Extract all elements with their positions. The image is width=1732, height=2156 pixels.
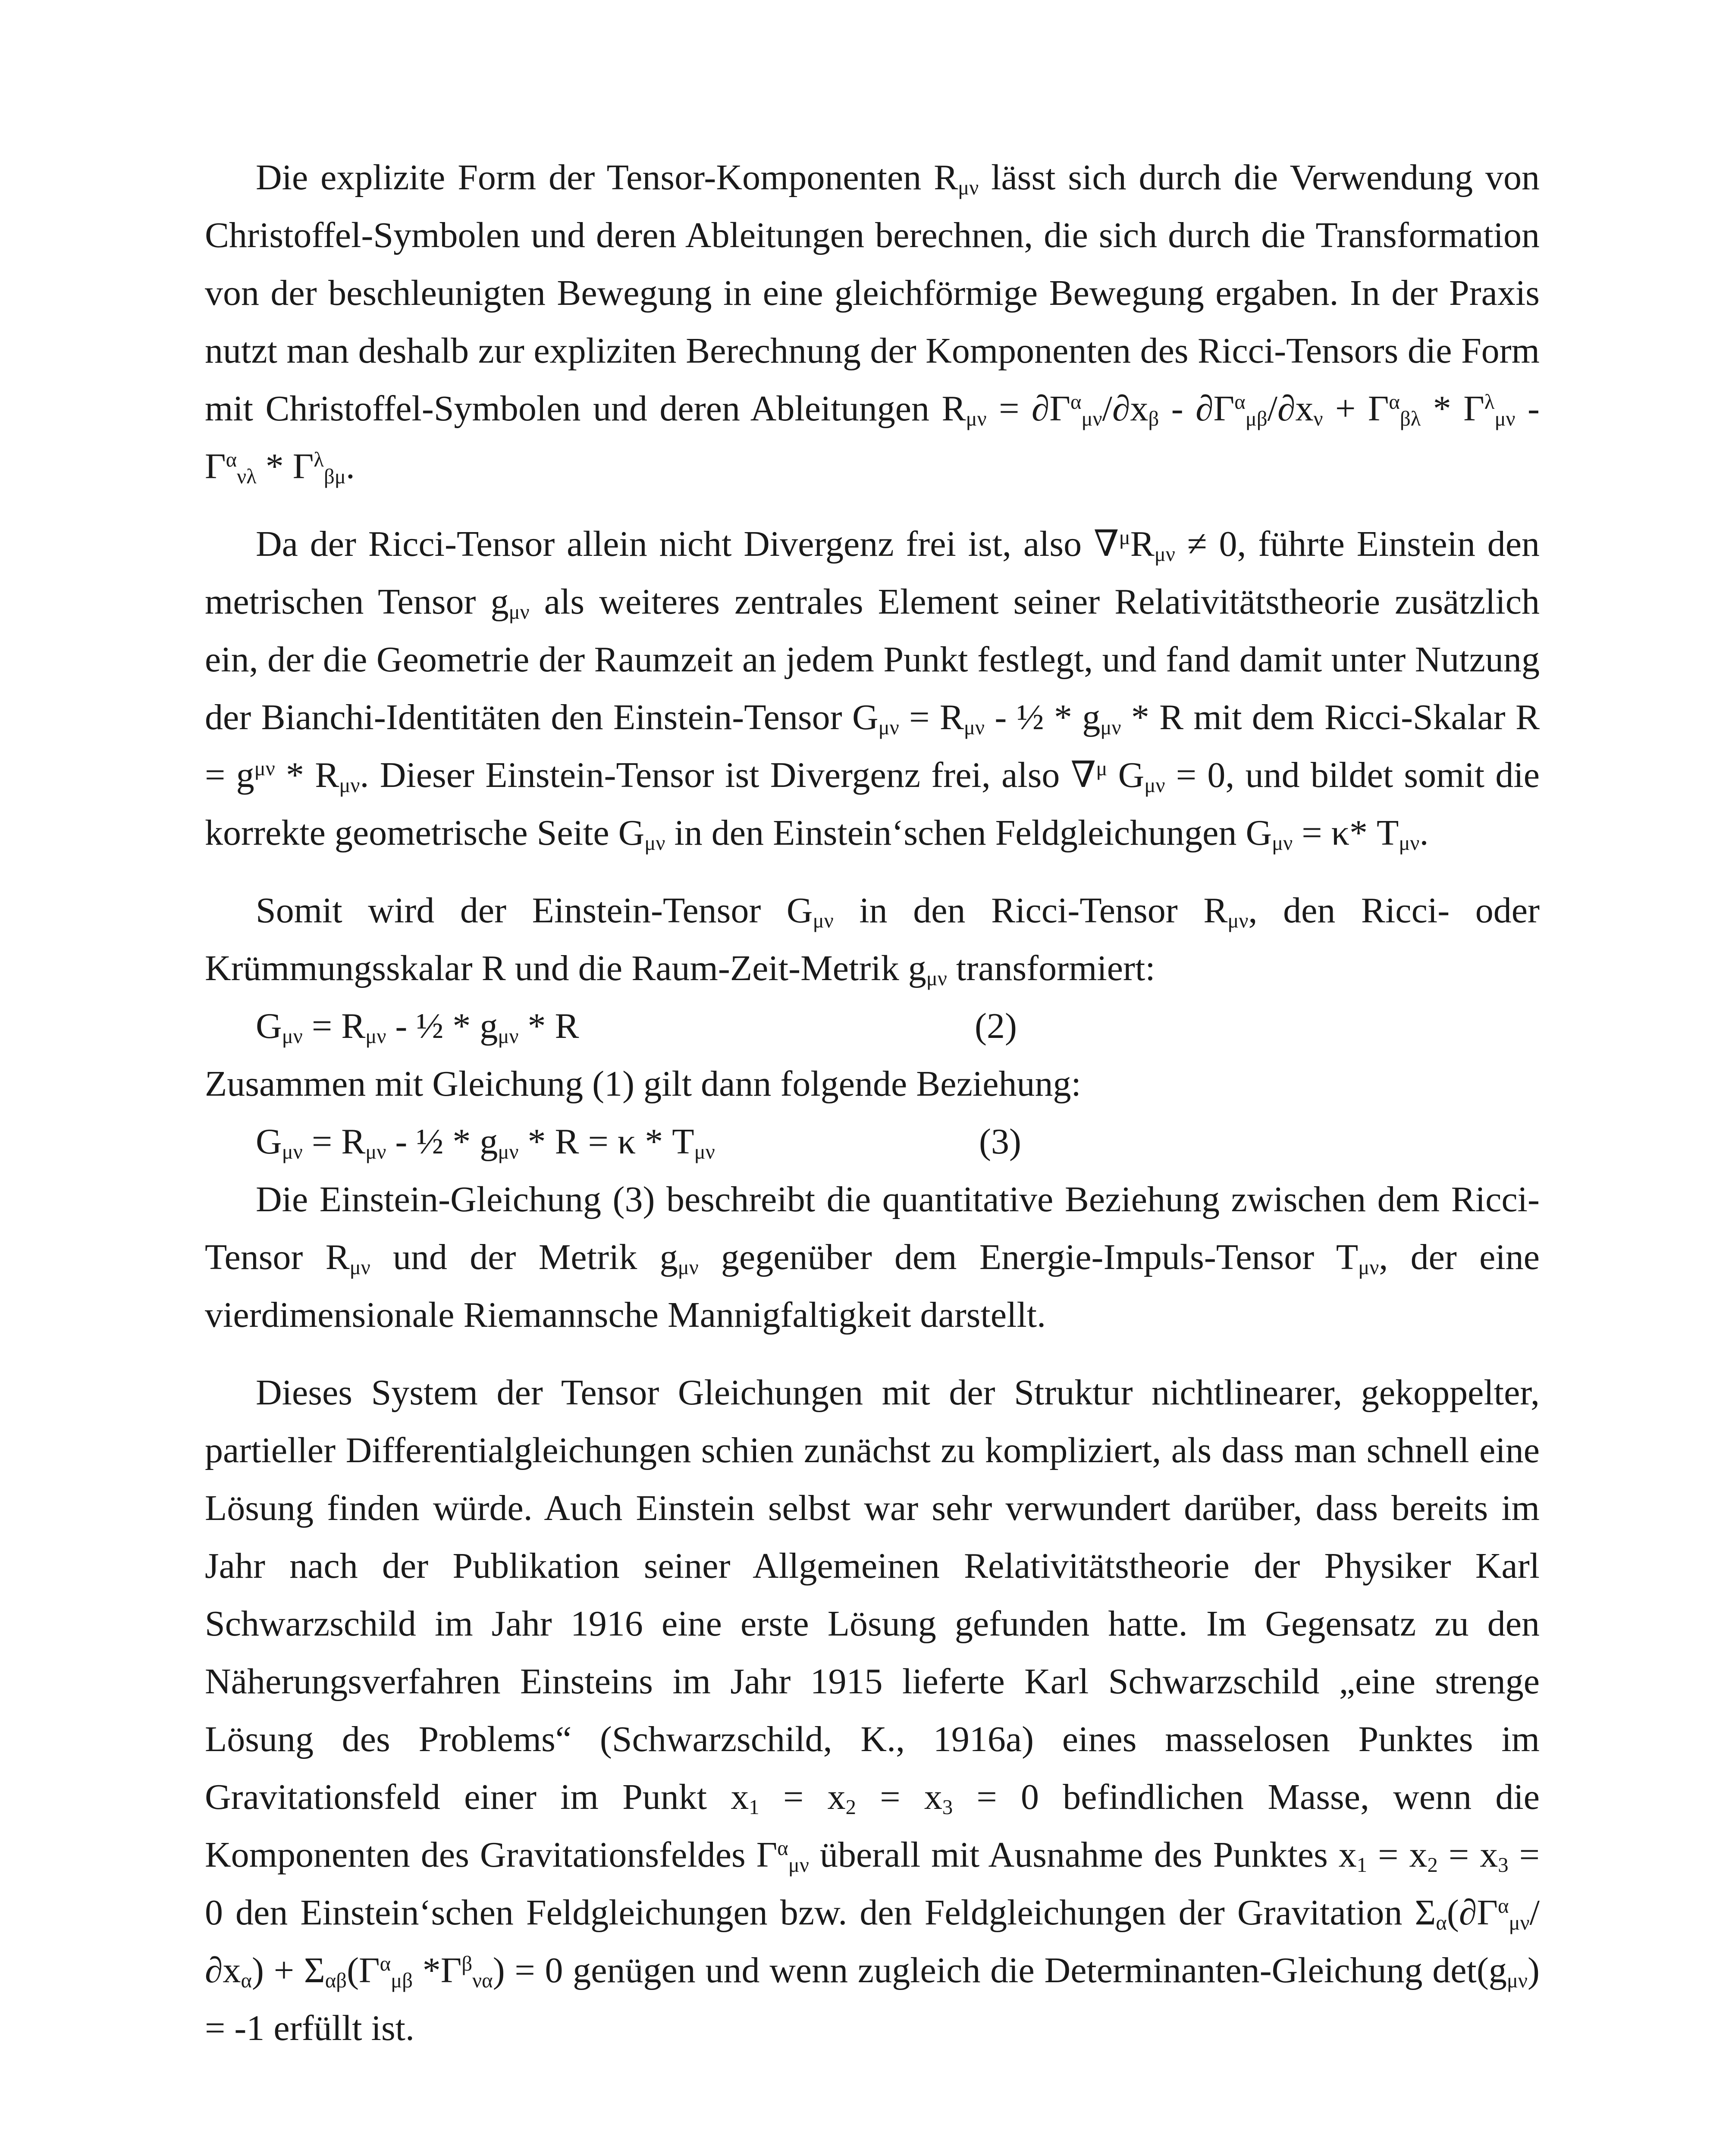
paragraph-ricci-christoffel: Die explizite Form der Tensor-Komponenten $R_{\mu\nu}$ lässt sich durch die Verwendung von Christoffel-Symbolen und deren Ableitungen berechnen, die sich durch die Transformation von der beschleunigten Bewegung in eine gleichförmige Bewegung ergaben. In der Praxis nutzt man deshalb zur expliziten Berechnung der Komponenten des Ricci-Tensors die Form mit Christoffel-Symbolen und deren Ableitungen $R_{\mu\nu} = \partial\Gamma^\alpha_{\mu\nu}/\partial x_\beta - \partial\Gamma^\alpha_{\mu\beta}/\partial x_\nu + \Gamma^\alpha_{\beta\lambda} * \Gamma^\lambda_{\mu\nu} - \Gamma^\alpha_{\nu\lambda} * \Gamma^\lambda_{\beta\mu}$. [205,157,1540,489]
paragraph-schwarzschild: Dieses System der Tensor Gleichungen mit der Struktur nichtlinearer, gekoppelter, partieller Differentialgleichungen schien zunächst zu kompliziert, als dass man schnell eine Lösung finden würde. Auch Einstein selbst war sehr verwundert darüber, dass bereits im Jahr nach der Publikation seiner Allgemeinen Relativitätstheorie der Physiker Karl Schwarzschild im Jahr 1916 eine erste Lösung gefunden hatte. Im Gegensatz zu den Näherungsverfahren Einsteins im Jahr 1915 lieferte Karl Schwarzschild „eine strenge Lösung des Problems“ (Schwarzschild, K., 1916a) eines masselosen Punktes im Gravitationsfeld einer im Punkt $x_1 = x_2 = x_3 = 0$ befindlichen Masse, wenn die Komponenten des Gravitationsfeldes $\Gamma^\alpha_{\mu\nu}$ überall mit Ausnahme des Punktes $x_1 = x_2 = x_3 = 0$ den Einstein‘schen Feldgleichungen bzw. den Feldgleichungen der Gravitation $\Sigma_\alpha(\partial\Gamma^\alpha_{\mu\nu}/\partial x_\alpha) + \Sigma_{\alpha\beta}(\Gamma^\alpha_{\mu\beta}$ $*\Gamma^\beta_{\nu\alpha}) = 0$ genügen und wenn zugleich die Determinanten-Gleichung $\det(g_{\mu\nu}) = -1$ erfüllt ist. [205,1373,1540,2048]
equation-3: $G_{\mu\nu} = R_{\mu\nu}$ - ½ * $g_{\mu\nu} * R = \kappa * T_{\mu\nu}$ (3) [205,1113,1540,1171]
equation-3-number: (3) [979,1122,1021,1162]
paragraph-einstein-tensor: Da der Ricci-Tensor allein nicht Divergenz frei ist, also $\nabla^\mu R_{\mu\nu} \ne 0$, führte Einstein den metrischen Tensor $g_{\mu\nu}$ als weiteres zentrales Element seiner Relativitätstheorie zusätzlich ein, der die Geometrie der Raumzeit an jedem Punkt festlegt, und fand damit unter Nutzung der Bianchi-Identitäten den Einstein-Tensor $G_{\mu\nu} = R_{\mu\nu}$ - ½ * $g_{\mu\nu}$ * R mit dem Ricci-Skalar $R = g^{\mu\nu} * R_{\mu\nu}$. Dieser Einstein-Tensor ist Divergenz frei, also ∇$^\mu$ $G_{\mu\nu} = 0$, und bildet somit die korrekte geometrische Seite $G_{\mu\nu}$ in den Einstein‘schen Feldgleichungen $G_{\mu\nu} = \kappa*$ $T_{\mu\nu}$. [205,524,1540,855]
paragraph-einstein-equation: Die Einstein-Gleichung (3) beschreibt die quantitative Beziehung zwischen dem Ricci-Tensor $R_{\mu\nu}$ und der Metrik $g_{\mu\nu}$ gegenüber dem Energie-Impuls-Tensor $T_{\mu\nu}$, der eine vierdimensionale Riemannsche Mannigfaltigkeit darstellt. [205,1179,1540,1335]
document-page [205,149,1540,2057]
text-line-relation: Zusammen mit Gleichung (1) gilt dann folgende Beziehung: [205,1064,1081,1104]
equation-2: $G_{\mu\nu} = R_{\mu\nu}$ - ½ * $g_{\mu\nu}$ * R (2) [205,997,1540,1055]
equation-2-number: (2) [975,1006,1017,1046]
paragraph-transformation: Somit wird der Einstein-Tensor $G_{\mu\nu}$ in den Ricci-Tensor $R_{\mu\nu}$, den Ricci- oder Krümmungsskalar R und die Raum-Zeit-Metrik $g_{\mu\nu}$ transformiert: [205,890,1540,990]
